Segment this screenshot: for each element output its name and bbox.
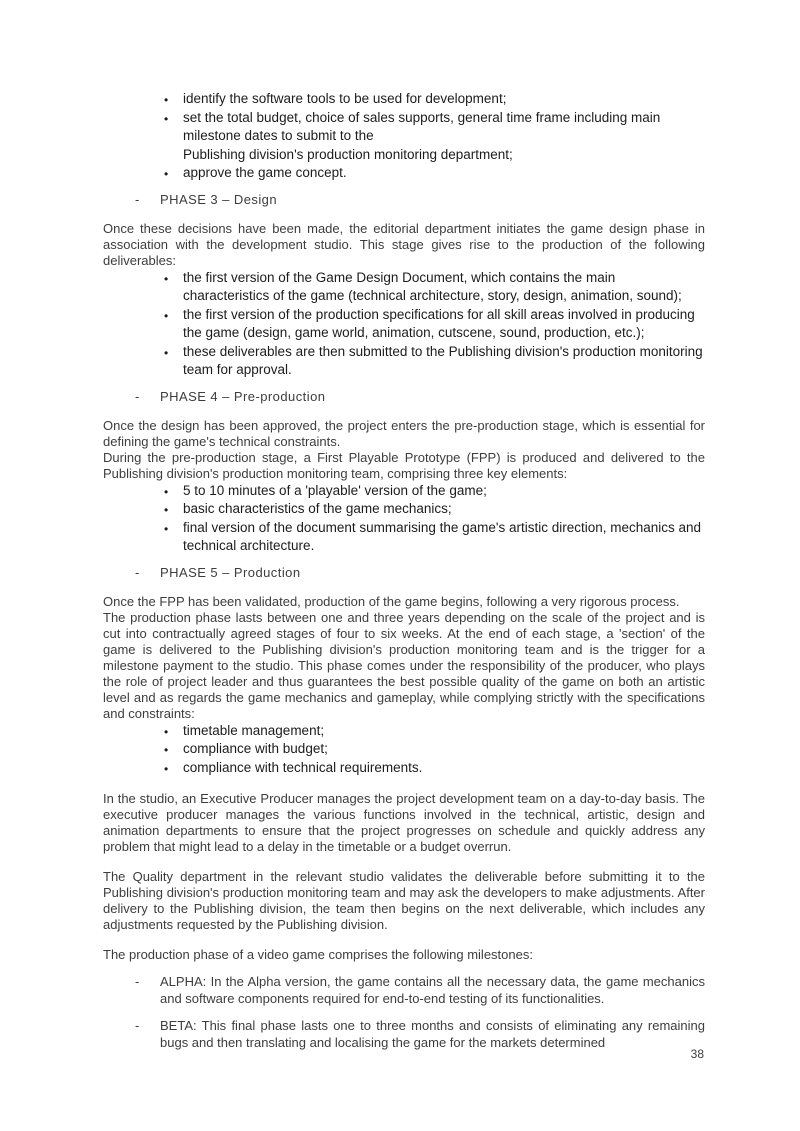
alpha-milestone-text: ALPHA: In the Alpha version, the game contains all the necessary data, the game mechanics and software components required for end-to-end testing of its functionalities. bbox=[160, 974, 705, 1006]
list-item-text: timetable management; bbox=[183, 722, 325, 738]
executive-producer-paragraph: In the studio, an Executive Producer manages the project development team on a day-to-day basis. The executive producer manages the various functions involved in the technical, artistic, design and animation departments to ensure that the project progresses on schedule and quickly address any problem that might lead to a delay in the timetable or a budget overrun. bbox=[103, 791, 705, 854]
list-item bbox=[103, 519, 705, 556]
bullet-icon: • bbox=[164, 111, 169, 126]
list-item-text: Publishing division's production monitoring department; bbox=[183, 146, 513, 162]
list-item-text: 5 to 10 minutes of a 'playable' version of the game; bbox=[183, 482, 487, 498]
phase5-label: PHASE 5 – Production bbox=[160, 564, 301, 580]
list-item bbox=[103, 722, 705, 741]
list-item bbox=[103, 482, 705, 501]
list-item-text: compliance with budget; bbox=[183, 741, 328, 756]
phase5-heading bbox=[103, 565, 705, 581]
preproduction-paragraph-2: During the pre-production stage, a First Playable Prototype (FPP) is produced and delivered to the Publishing division's production monitoring team, comprising three key elements: bbox=[103, 449, 705, 481]
phase3-heading bbox=[103, 192, 705, 208]
bullet-icon: • bbox=[164, 345, 169, 360]
list-item-text: the first version of the production specifications for all skill areas involved in producing the game (design, game world, animation, cutscene, sound, production, etc.); bbox=[183, 306, 695, 340]
fpp-bullet-list bbox=[103, 482, 705, 556]
bullet-icon: • bbox=[164, 167, 169, 181]
design-intro-paragraph: Once these decisions have been made, the editorial department initiates the game design phase in association with the development studio. This stage gives rise to the production of the following deliverables: bbox=[103, 220, 705, 268]
list-item-text: basic characteristics of the game mechanics; bbox=[183, 501, 452, 516]
list-item bbox=[103, 759, 705, 778]
list-item bbox=[103, 306, 705, 343]
production-paragraph-2: The production phase lasts between one and three years depending on the scale of the project and is cut into contractually agreed stages of four to six weeks. At the end of each stage, a 'section' of the game is delivered to the Publishing division's production monitoring team and is the trigger for a milestone payment to the studio. This phase comes under the responsibility of the producer, who plays the role of project leader and thus guarantees the best possible quality of the game on both an artistic level and as regards the game mechanics and gameplay, while complying strictly with the specifications and constraints: bbox=[103, 609, 705, 721]
bullet-icon: • bbox=[164, 271, 169, 286]
constraints-bullet-list bbox=[103, 722, 705, 778]
list-item-text: compliance with technical requirements. bbox=[183, 759, 423, 775]
list-item-text: the first version of the Game Design Document, which contains the main characteristics of the game (technical architecture, story, design, animation, sound); bbox=[183, 269, 682, 303]
page-number: 38 bbox=[690, 1047, 704, 1061]
dash-icon: - bbox=[135, 974, 140, 989]
phase4-heading bbox=[103, 389, 705, 405]
bullet-icon: • bbox=[164, 308, 169, 323]
concept-bullet-list bbox=[103, 90, 705, 183]
bullet-icon: • bbox=[164, 761, 169, 776]
bullet-icon: • bbox=[164, 484, 169, 499]
list-item-text: final version of the document summarising the game's artistic direction, mechanics and technical architecture. bbox=[183, 519, 702, 553]
milestones-intro-paragraph: The production phase of a video game comprises the following milestones: bbox=[103, 947, 533, 962]
beta-milestone-item bbox=[103, 1018, 705, 1051]
list-item bbox=[103, 90, 705, 109]
bullet-icon: • bbox=[164, 724, 169, 739]
bullet-icon: • bbox=[164, 503, 169, 517]
list-item bbox=[103, 164, 705, 183]
production-paragraph-1: Once the FPP has been validated, production of the game begins, following a very rigorous process. bbox=[103, 593, 680, 609]
list-item bbox=[103, 740, 705, 759]
list-item-text: approve the game concept. bbox=[183, 165, 347, 180]
list-item-text: identify the software tools to be used for development; bbox=[183, 91, 507, 106]
dash-icon: - bbox=[135, 191, 140, 207]
list-item bbox=[103, 269, 705, 306]
list-item-text: set the total budget, choice of sales supports, general time frame including main milestone dates to submit to the bbox=[183, 109, 661, 143]
alpha-milestone-item bbox=[103, 974, 705, 1007]
phase4-label: PHASE 4 – Pre-production bbox=[160, 388, 326, 404]
phase3-label: PHASE 3 – Design bbox=[160, 191, 278, 207]
dash-icon: - bbox=[135, 388, 140, 404]
dash-icon: - bbox=[135, 1018, 140, 1033]
list-item bbox=[103, 109, 705, 165]
bullet-icon: • bbox=[164, 521, 169, 536]
preproduction-paragraph-1: Once the design has been approved, the project enters the pre-production stage, which is essential for defining the game's technical constraints. bbox=[103, 417, 705, 449]
list-item bbox=[103, 343, 705, 380]
beta-milestone-text: BETA: This final phase lasts one to three months and consists of eliminating any remaining bugs and then translating and localising the game for the markets determined bbox=[160, 1018, 705, 1050]
design-bullet-list bbox=[103, 269, 705, 380]
list-item-text: these deliverables are then submitted to the Publishing division's production monitoring team for approval. bbox=[183, 343, 703, 377]
quality-department-paragraph: The Quality department in the relevant studio validates the deliverable before submitting it to the Publishing division's production monitoring team and may ask the developers to make adjustments. After delivery to the Publishing division, the team then begins on the next deliverable, which includes any adjustments requested by the Publishing division. bbox=[103, 869, 705, 932]
bullet-icon: • bbox=[164, 743, 169, 757]
dash-icon: - bbox=[135, 564, 140, 580]
list-item bbox=[103, 500, 705, 519]
bullet-icon: • bbox=[164, 93, 169, 107]
